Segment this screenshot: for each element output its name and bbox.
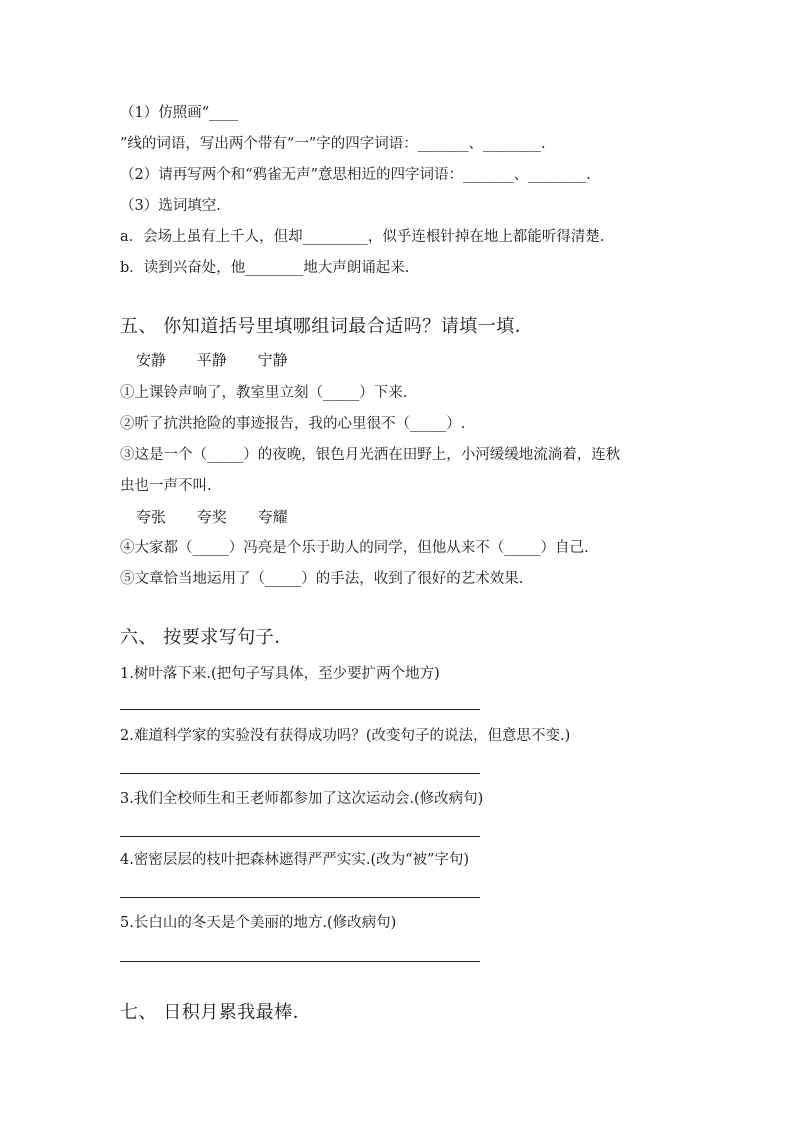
q3-item-a: a．会场上虽有上千人，但却_________，似乎连根针掉在地上都能听得清楚. [120,229,605,245]
s6-item-5: 5.长白山的冬天是个美丽的地方.(修改病句) [120,915,397,931]
s5-item-3: ③这是一个（_____）的夜晚，银色月光洒在田野上，小河缓缓地流淌着，连秋 [120,447,621,463]
answer-line [120,836,480,837]
s6-item-2: 2.难道科学家的实验没有获得成功吗？(改变句子的说法，但意思不变.) [120,728,571,744]
s6-item-4: 4.密密层层的枝叶把森林遮得严严实实.(改为“被”字句) [120,852,470,868]
word-choice: 安静 [136,351,167,369]
answer-line [120,897,480,898]
s5-item-5: ⑤文章恰当地运用了（_____）的手法，收到了很好的艺术效果. [120,571,524,587]
s6-item-3: 3.我们全校师生和王老师都参加了这次运动会.(修改病句) [120,791,484,807]
s5-item-1: ①上课铃声响了，教室里立刻（_____）下来. [120,385,408,401]
word-choices-2 [136,507,314,527]
s6-item-1: 1.树叶落下来.(把句子写具体，至少要扩两个地方) [120,666,440,682]
s5-item-2: ②听了抗洪抢险的事迹报告，我的心里很不（_____）. [120,416,466,432]
section-6-heading: 六、 按要求写句子. [120,627,281,648]
word-choices-1 [136,350,314,370]
word-choice: 平静 [196,351,227,369]
answer-line [120,709,480,710]
answer-line [120,961,480,962]
section-5-heading: 五、 你知道括号里填哪组词最合适吗？请填一填． [120,316,534,337]
s5-item-4: ④大家都（_____）冯亮是个乐于助人的同学，但他从来不（_____）自己. [120,540,589,556]
q3-item-b: b．读到兴奋处，他________地大声朗诵起来. [120,260,410,276]
q1-line-a: （1）仿照画“____ [120,105,239,121]
q2-line: （2）请再写两个和“鸦雀无声”意思相近的四字词语：_______、________. [120,167,591,183]
answer-line [120,773,480,774]
word-choice: 夸奖 [196,508,227,526]
q3-line: （3）选词填空. [120,198,221,214]
word-choice: 宁静 [257,351,288,369]
s5-item-3-cont: 虫也一声不叫. [120,478,212,494]
word-choice: 夸张 [136,508,167,526]
word-choice: 夸耀 [257,508,288,526]
section-7-heading: 七、 日积月累我最棒． [120,1002,312,1023]
q1-line-b: ”线的词语，写出两个带有“一”字的四字词语：_______、________. [120,136,546,152]
